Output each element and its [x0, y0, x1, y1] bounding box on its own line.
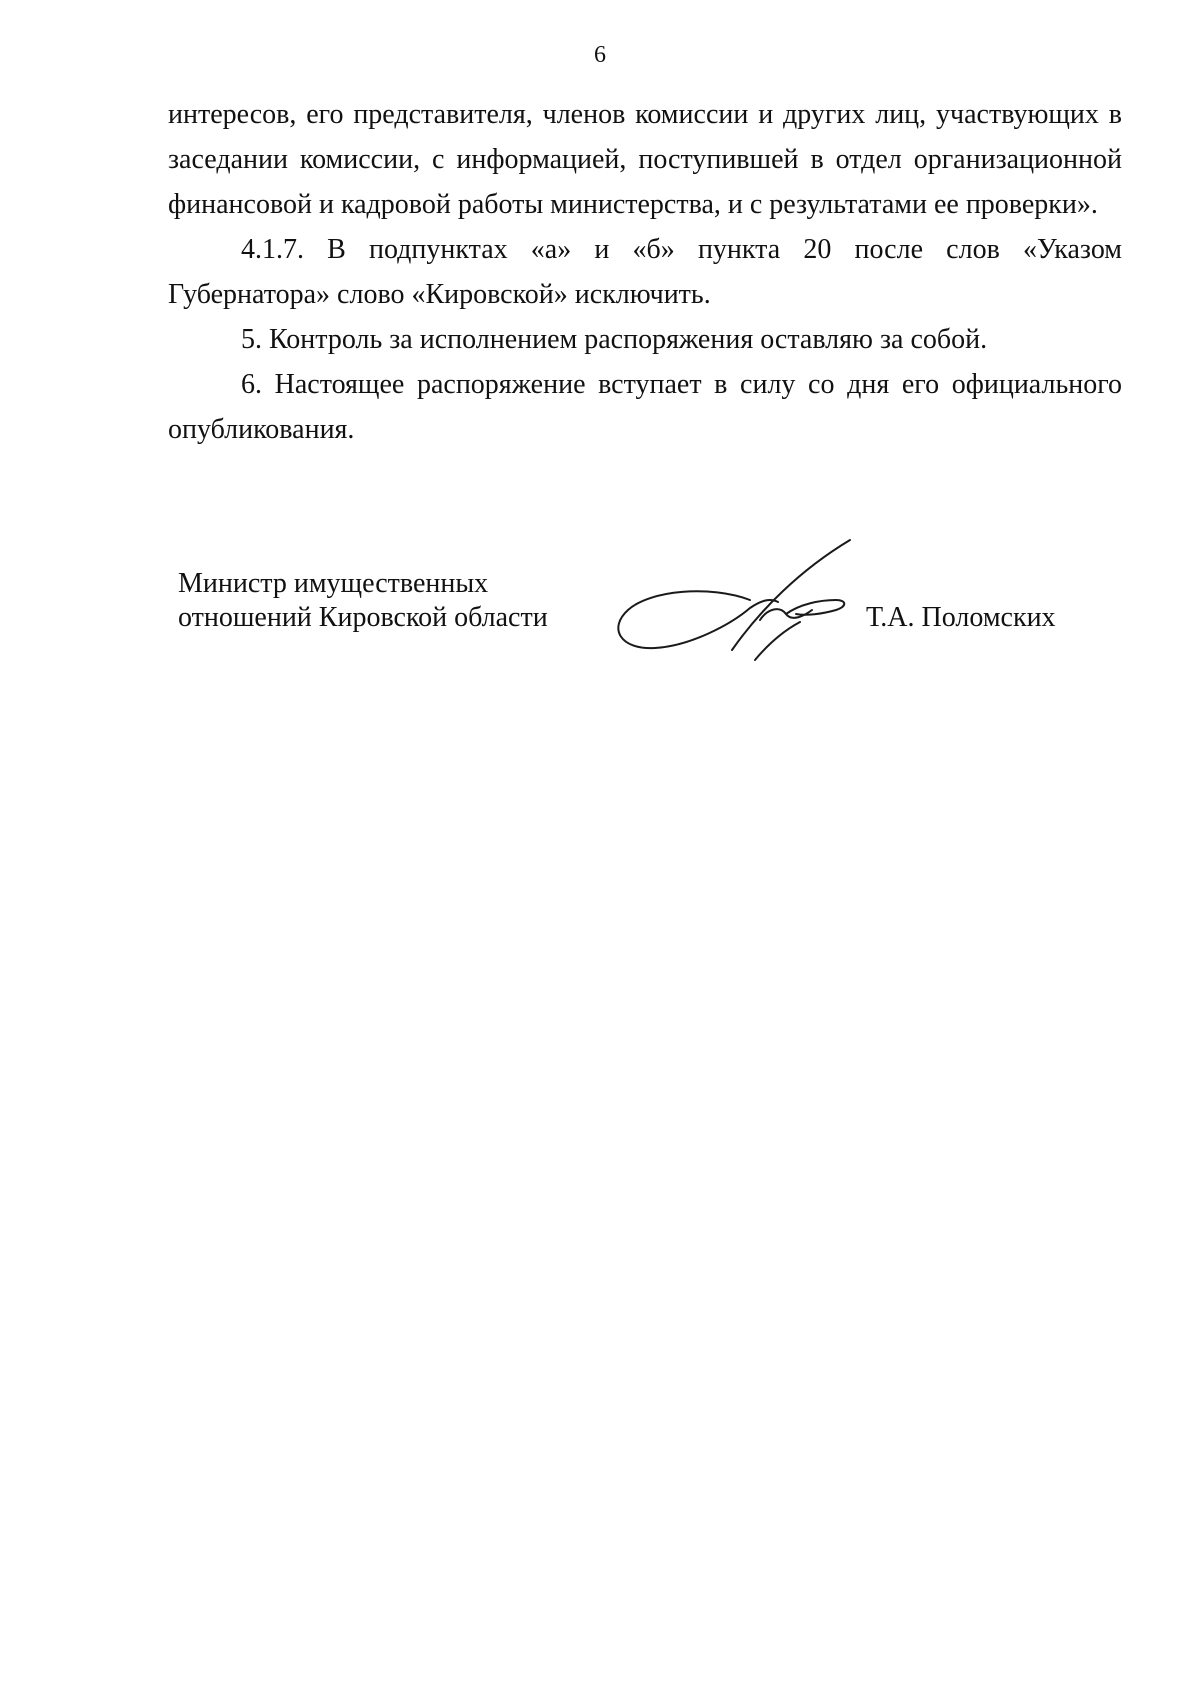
- text-line: Губернатора» слово «Кировской» исключить.: [168, 279, 711, 310]
- text-line: 4.1.7. В подпунктах «а» и «б» пункта 20 после слов «Указом: [241, 234, 1122, 265]
- paragraph-6: [168, 362, 1122, 452]
- page-number: 6: [594, 42, 606, 68]
- paragraph-continuation: [168, 92, 1122, 227]
- signer-position: [178, 567, 548, 635]
- text-line: опубликования.: [168, 414, 355, 445]
- paragraph-5: 5. Контроль за исполнением распоряжения оставляю за собой.: [241, 324, 988, 355]
- text-line: 6. Настоящее распоряжение вступает в силу со дня его официального: [241, 369, 1122, 400]
- text-line: интересов, его представителя, членов комиссии и других лиц, участвующих в: [168, 99, 1122, 130]
- position-line: отношений Кировской области: [178, 602, 548, 633]
- handwritten-signature-icon: [610, 530, 910, 670]
- paragraph-4-1-7: [168, 227, 1122, 317]
- text-line: финансовой и кадровой работы министерства, и с результатами ее проверки».: [168, 189, 1098, 220]
- position-line: Министр имущественных: [178, 568, 489, 599]
- document-body: [168, 92, 1122, 452]
- text-line: заседании комиссии, с информацией, поступившей в отдел организационной: [168, 144, 1122, 175]
- signer-name: Т.А. Поломских: [866, 602, 1056, 633]
